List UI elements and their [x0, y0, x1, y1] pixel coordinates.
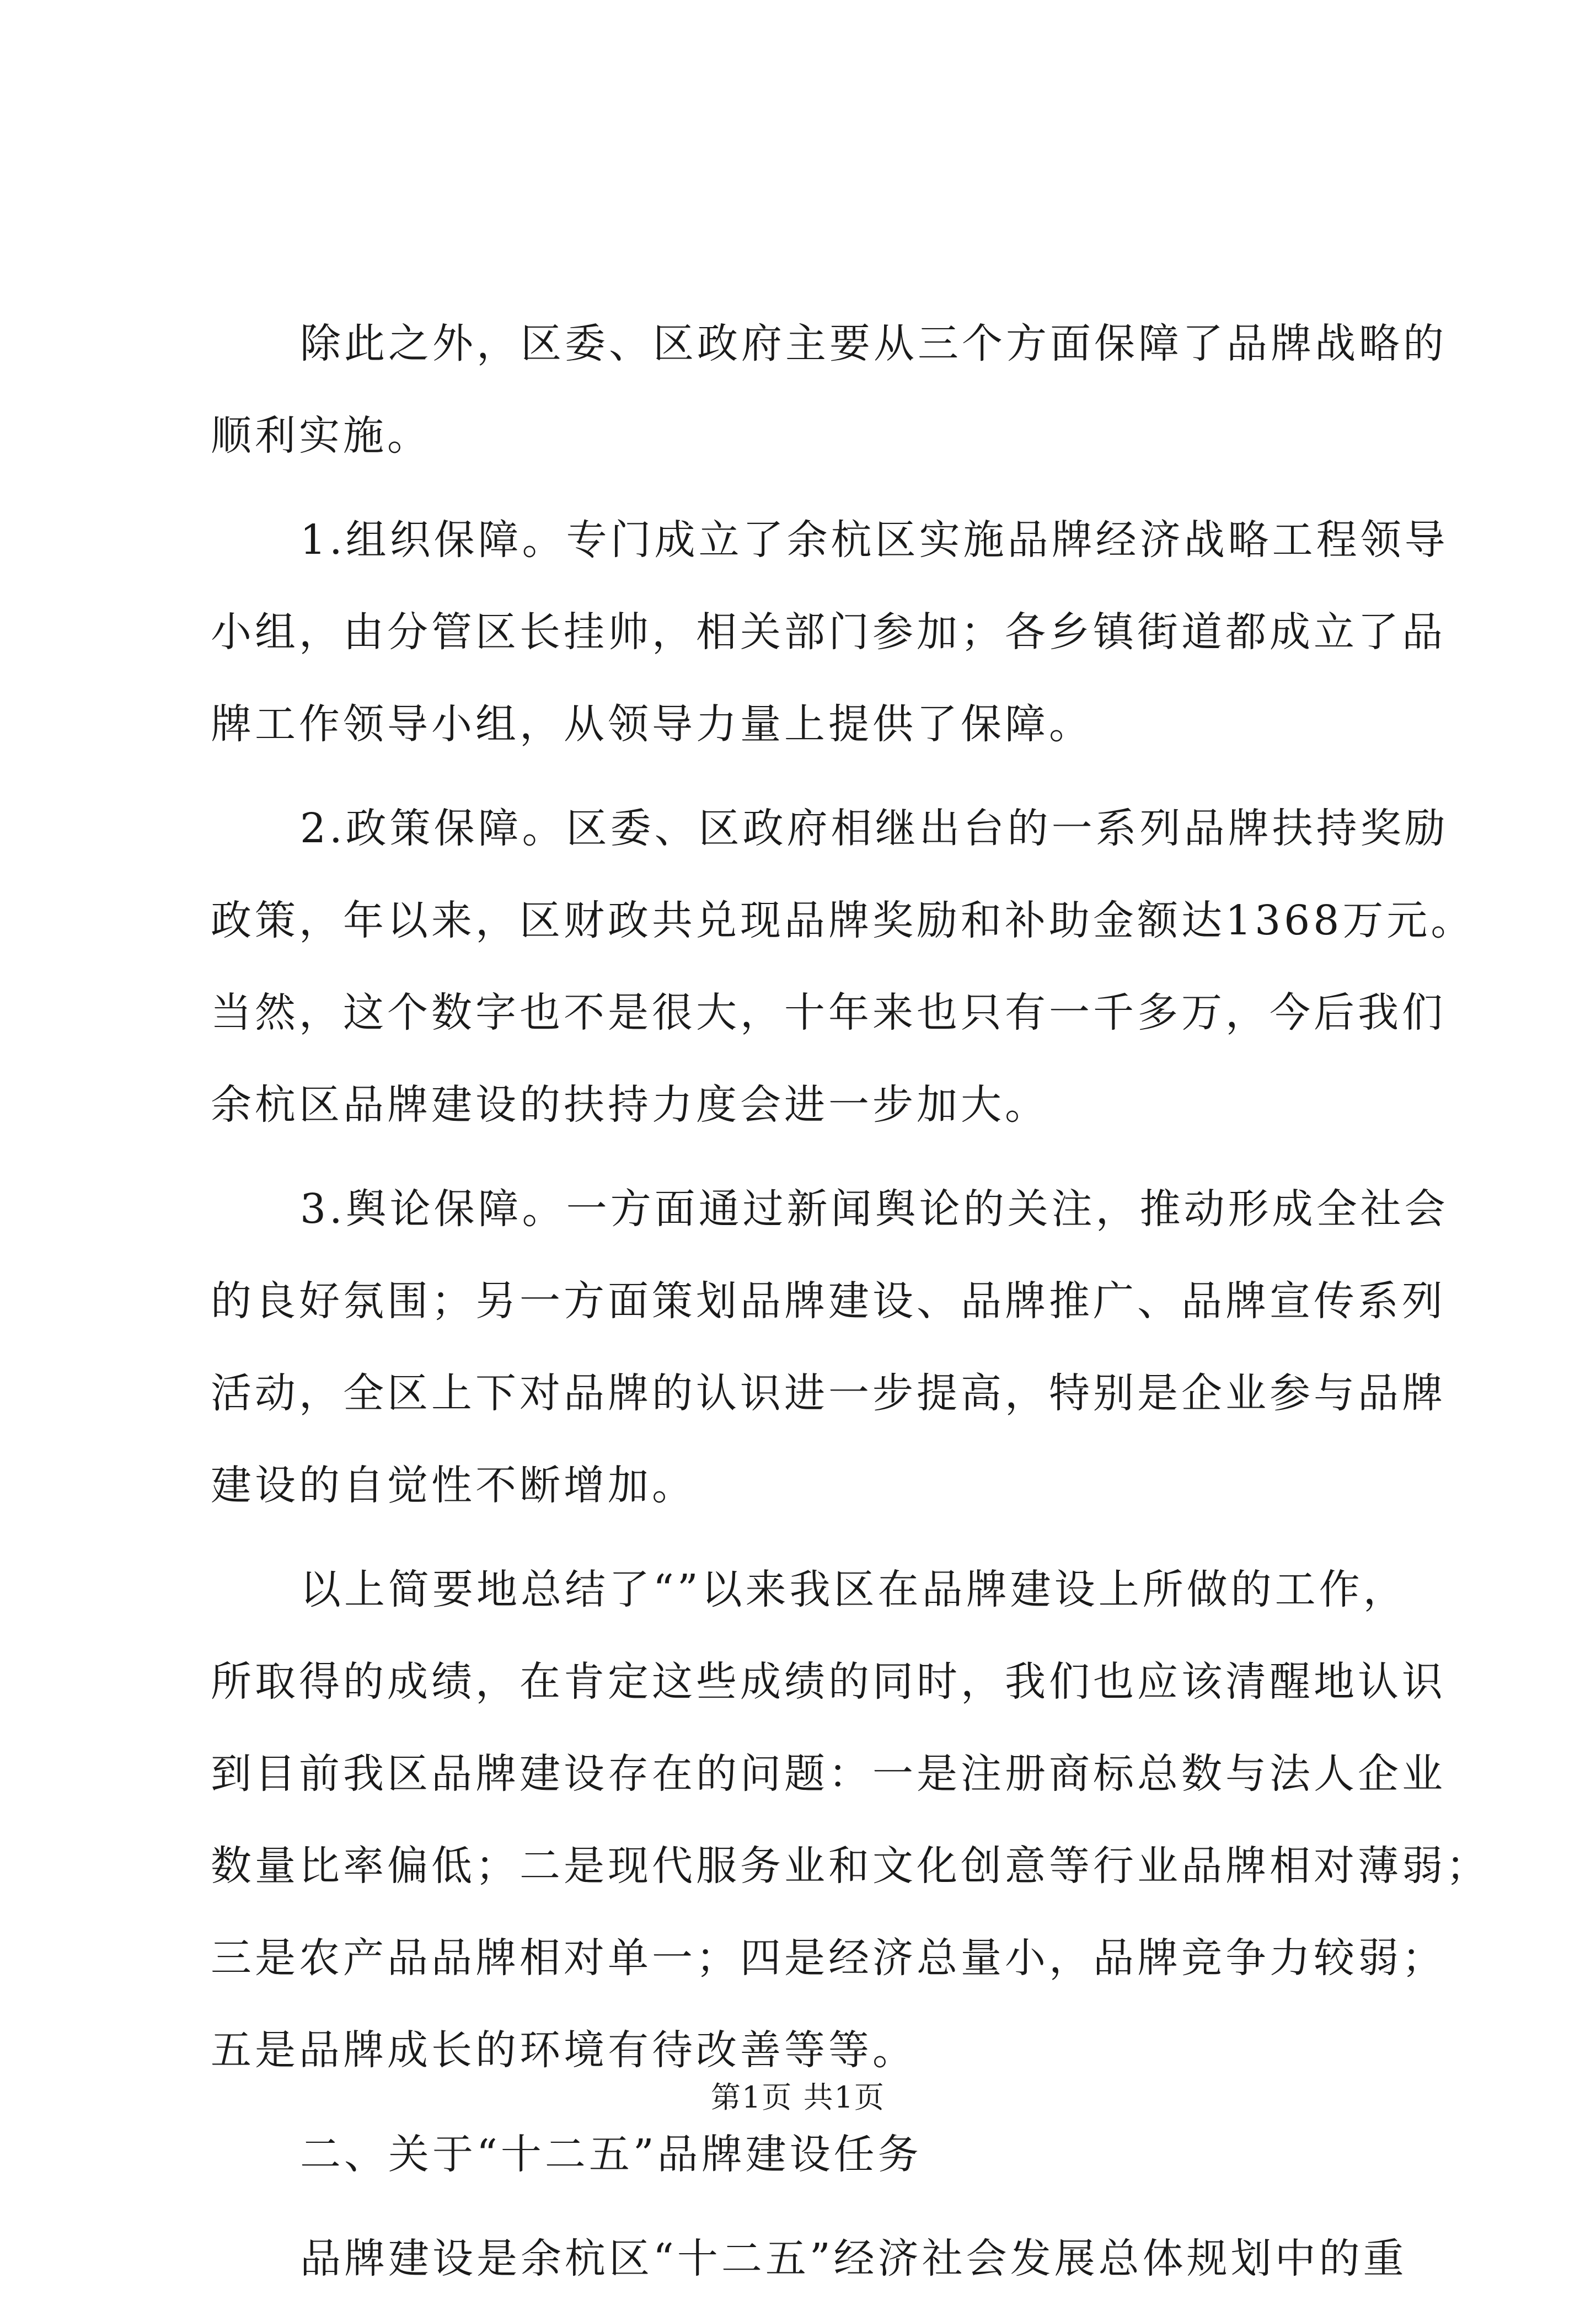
text-line: 政策，年以来，区财政共兑现品牌奖励和补助金额达1368万元。	[211, 897, 1475, 944]
text-line: 到目前我区品牌建设存在的问题：一是注册商标总数与法人企业	[211, 1750, 1446, 1798]
text-line: 建设的自觉性不断增加。	[211, 1462, 696, 1509]
text-line: 1.组织保障。专门成立了余杭区实施品牌经济战略工程领导	[300, 516, 1449, 564]
text-line: 当然，这个数字也不是很大，十年来也只有一千多万，今后我们	[211, 989, 1446, 1036]
document-body	[211, 298, 1490, 2305]
text-line: 余杭区品牌建设的扶持力度会进一步加大。	[211, 1081, 1049, 1129]
text-line: 的良好氛围；另一方面策划品牌建设、品牌推广、品牌宣传系列	[211, 1277, 1446, 1325]
page-number-footer: 第1页 共1页	[711, 2080, 885, 2115]
text-line: 五是品牌成长的环境有待改善等等。	[211, 2026, 917, 2074]
text-line: 以上简要地总结了“”以来我区在品牌建设上所做的工作，	[300, 1566, 1407, 1613]
text-line: 所取得的成绩，在肯定这些成绩的同时，我们也应该清醒地认识	[211, 1658, 1446, 1705]
text-line: 三是农产品品牌相对单一；四是经济总量小，品牌竞争力较弱；	[211, 1934, 1446, 1982]
text-line: 牌工作领导小组，从领导力量上提供了保障。	[211, 700, 1093, 748]
text-line: 品牌建设是余杭区“十二五”经济社会发展总体规划中的重	[300, 2235, 1407, 2282]
text-line: 小组，由分管区长挂帅，相关部门参加；各乡镇街道都成立了品	[211, 608, 1446, 656]
text-line: 顺利实施。	[211, 412, 431, 459]
text-line: 3.舆论保障。一方面通过新闻舆论的关注，推动形成全社会	[300, 1185, 1449, 1233]
text-line: 2.政策保障。区委、区政府相继出台的一系列品牌扶持奖励	[300, 805, 1449, 852]
text-line: 活动，全区上下对品牌的认识进一步提高，特别是企业参与品牌	[211, 1370, 1446, 1417]
text-line: 数量比率偏低；二是现代服务业和文化创意等行业品牌相对薄弱；	[211, 1842, 1490, 1890]
text-line: 除此之外，区委、区政府主要从三个方面保障了品牌战略的	[300, 320, 1447, 367]
section-heading: 二、关于“十二五”品牌建设任务	[300, 2131, 922, 2178]
